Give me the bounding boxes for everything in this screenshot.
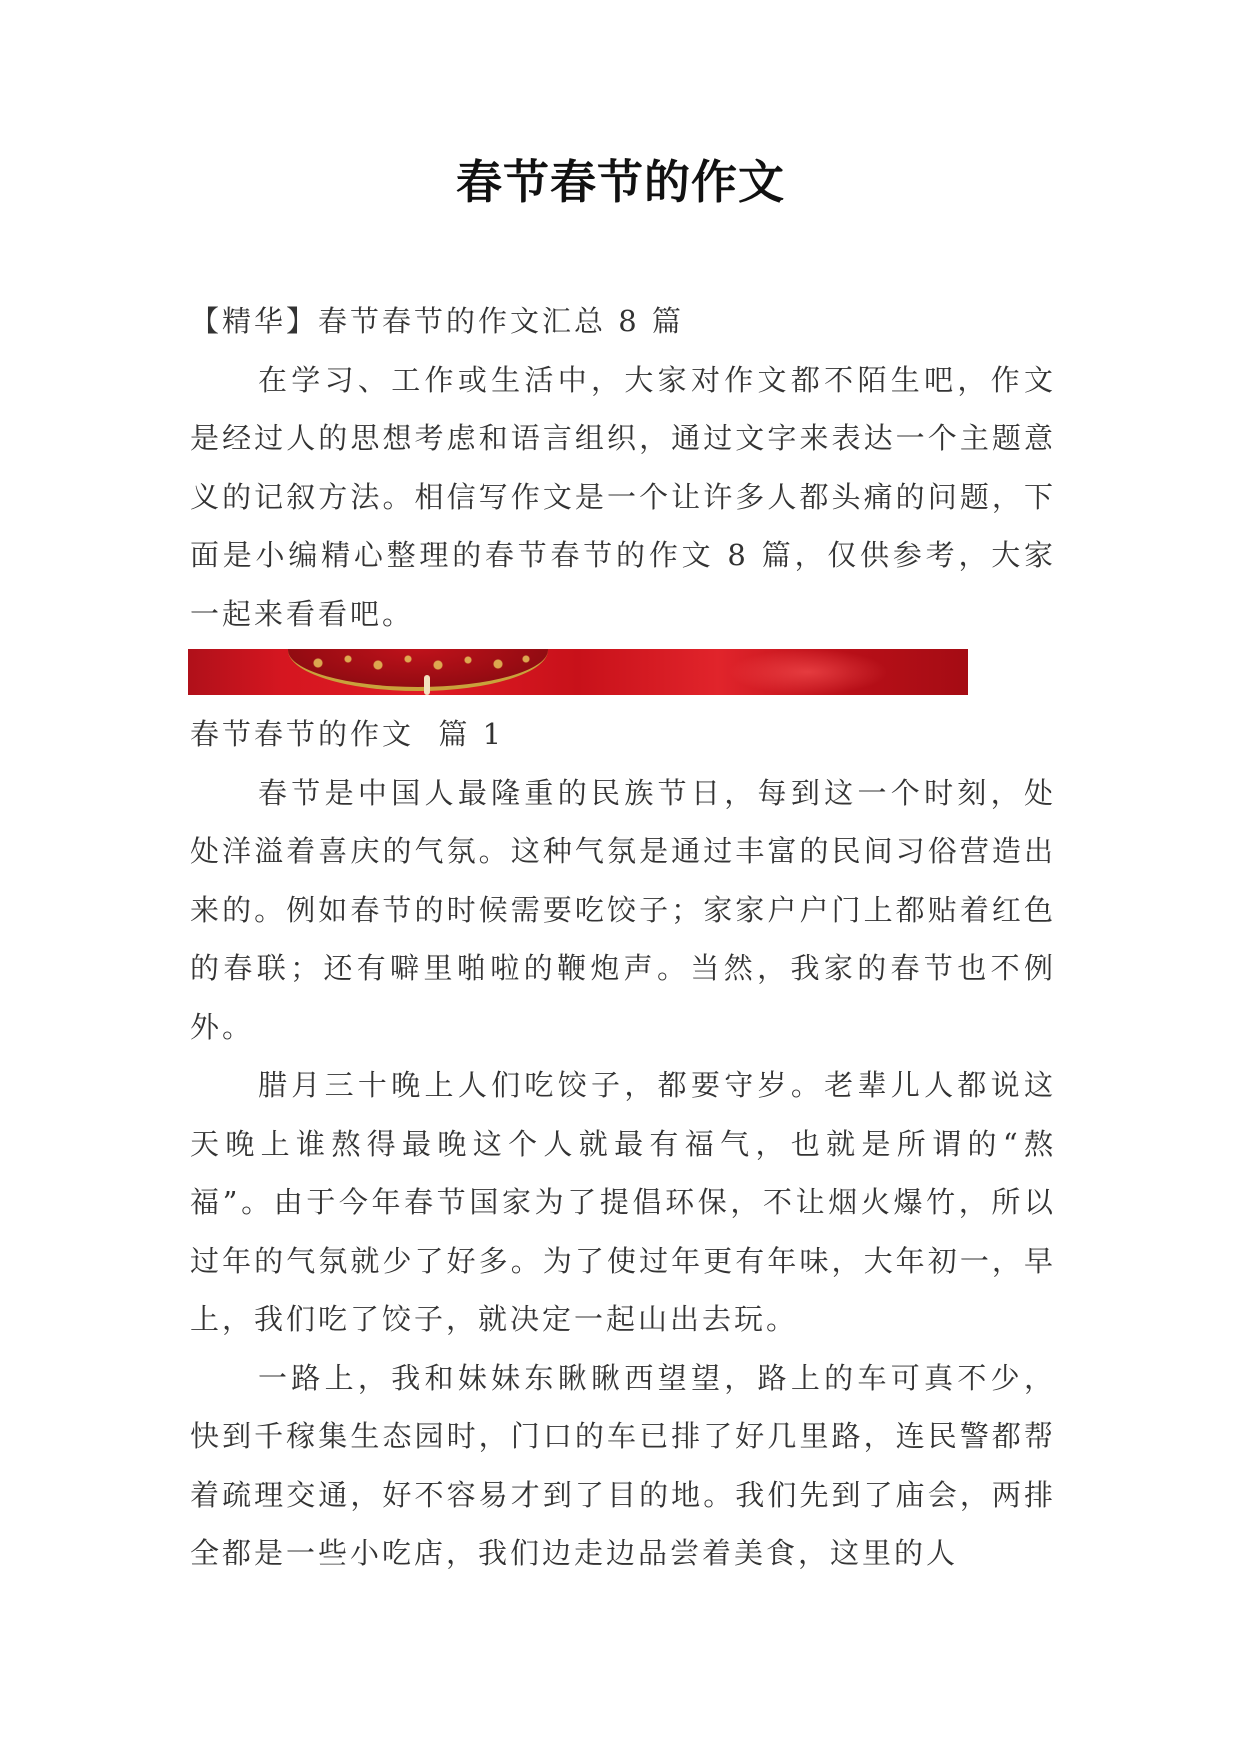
intro-paragraph: 在学习、工作或生活中，大家对作文都不陌生吧，作文是经过人的思想考虑和语言组织，通过文字来表达一个主题意义的记叙方法。相信写作文是一个让许多人都头痛的问题，下面是小编精心整理的春节春节的作文 8 篇，仅供参考，大家一起来看看吧。 [190,362,1056,631]
lantern-pattern [308,651,538,675]
body-paragraph-2: 腊月三十晚上人们吃饺子，都要守岁。老辈儿人都说这天晚上谁熬得最晚这个人就最有福气，也就是所谓的“熬福”。由于今年春节国家为了提倡环保，不让烟火爆竹，所以过年的气氛就少了好多。为了使过年更有年味，大年初一，早上，我们吃了饺子，就决定一起山出去玩。 [190,1068,1056,1336]
document-subtitle: 【精华】春节春节的作文汇总 8 篇 [190,304,684,338]
spring-festival-banner-image [188,649,968,695]
body-paragraph-3: 一路上，我和妹妹东瞅瞅西望望，路上的车可真不少，快到千稼集生态园时，门口的车已排了好几里路，连民警都帮着疏理交通，好不容易才到了目的地。我们先到了庙会，两排全都是一些小吃店，我们边走边品尝着美食，这里的人 [190,1360,1056,1570]
banner-glow [728,649,888,695]
lantern-tassel [424,675,430,695]
document-title: 春节春节的作文 [456,155,785,209]
section-heading: 春节春节的作文 篇 1 [190,717,505,751]
body-paragraph-1: 春节是中国人最隆重的民族节日，每到这一个时刻，处处洋溢着喜庆的气氛。这种气氛是通过丰富的民间习俗营造出来的。例如春节的时候需要吃饺子；家家户户门上都贴着红色的春联；还有噼里啪啦的鞭炮声。当然，我家的春节也不例外。 [190,775,1056,1044]
document-body [190,292,1056,1583]
